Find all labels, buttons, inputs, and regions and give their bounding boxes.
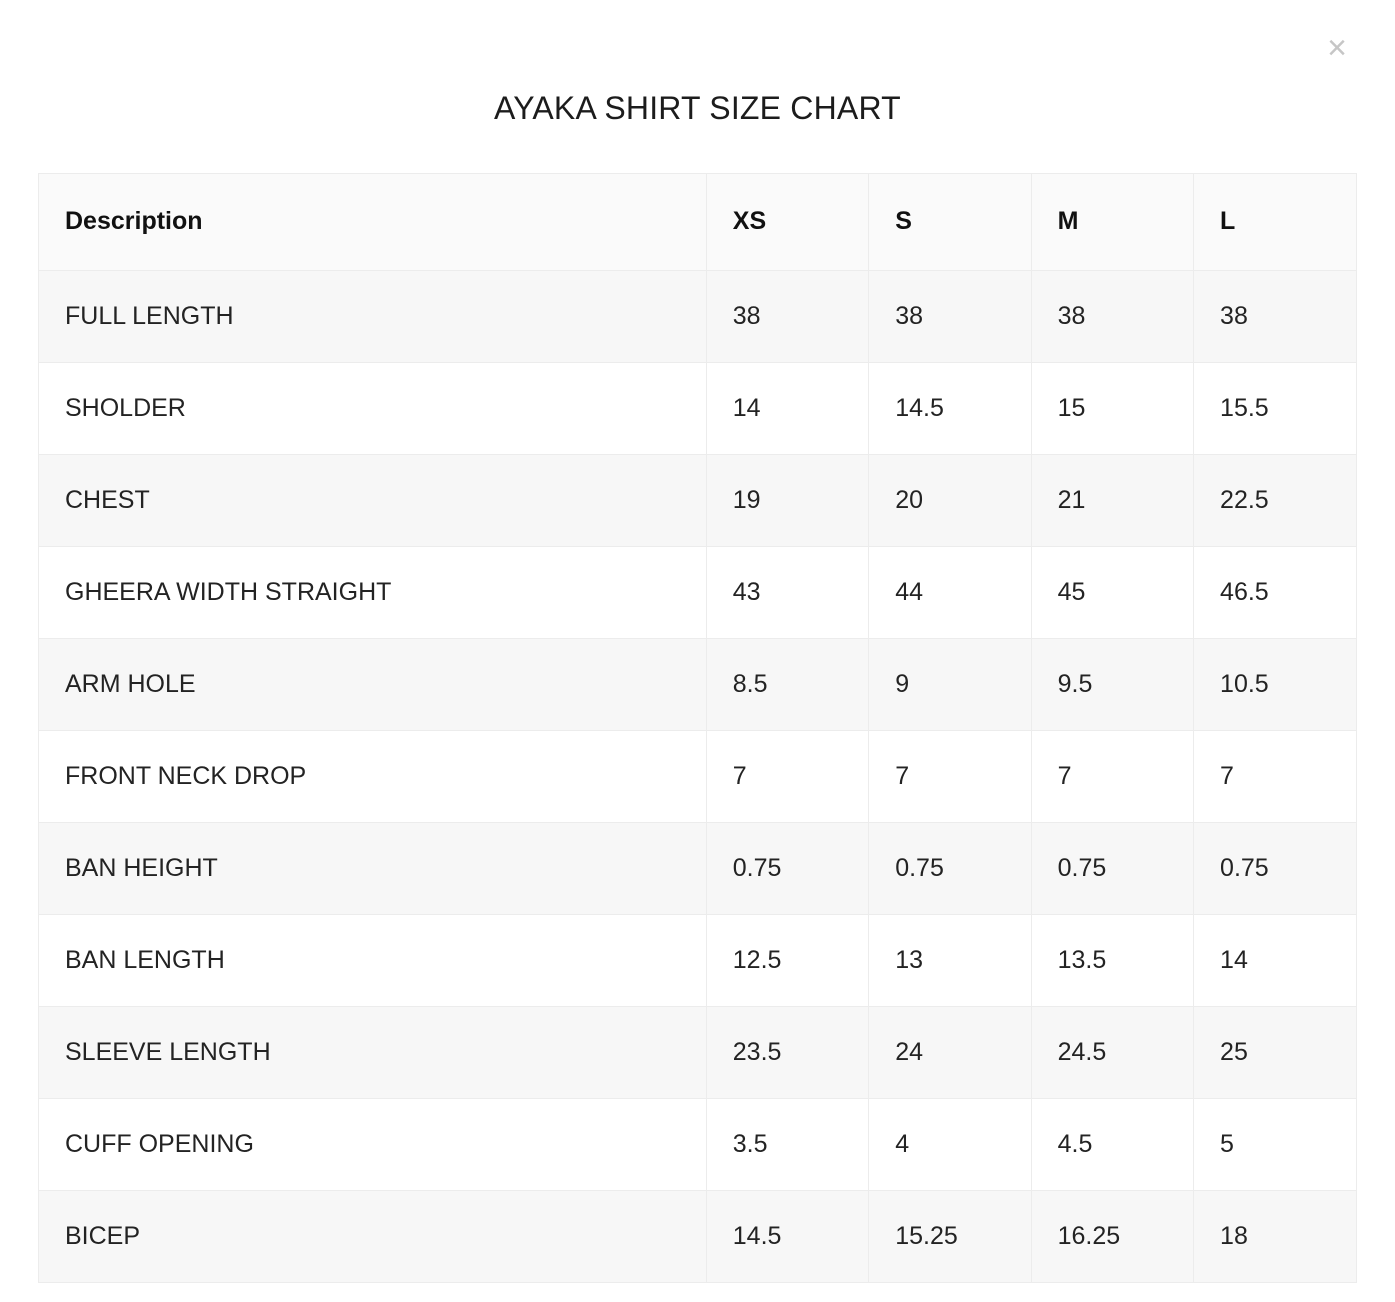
cell-description: BAN HEIGHT [39, 822, 706, 914]
table-header [39, 174, 1356, 270]
cell-xs: 19 [706, 454, 868, 546]
column-header-xs: XS [706, 174, 868, 270]
cell-xs: 14.5 [706, 1190, 868, 1282]
cell-l: 22.5 [1194, 454, 1356, 546]
table-row [39, 1098, 1356, 1190]
cell-s: 13 [869, 914, 1031, 1006]
cell-m: 24.5 [1031, 1006, 1193, 1098]
column-header-description: Description [39, 174, 706, 270]
cell-l: 7 [1194, 730, 1356, 822]
page-title: AYAKA SHIRT SIZE CHART [494, 90, 901, 126]
cell-s: 4 [869, 1098, 1031, 1190]
cell-xs: 14 [706, 362, 868, 454]
cell-l: 38 [1194, 270, 1356, 362]
cell-m: 13.5 [1031, 914, 1193, 1006]
table-row [39, 1190, 1356, 1282]
table-row [39, 362, 1356, 454]
cell-description: BAN LENGTH [39, 914, 706, 1006]
cell-s: 9 [869, 638, 1031, 730]
size-chart-table-wrapper [38, 173, 1357, 1283]
cell-m: 7 [1031, 730, 1193, 822]
table-row [39, 454, 1356, 546]
cell-xs: 38 [706, 270, 868, 362]
table-body [39, 270, 1356, 1282]
cell-description: ARM HOLE [39, 638, 706, 730]
cell-description: GHEERA WIDTH STRAIGHT [39, 546, 706, 638]
cell-l: 0.75 [1194, 822, 1356, 914]
cell-description: FULL LENGTH [39, 270, 706, 362]
cell-l: 46.5 [1194, 546, 1356, 638]
cell-m: 45 [1031, 546, 1193, 638]
column-header-m: M [1031, 174, 1193, 270]
table-row [39, 730, 1356, 822]
cell-m: 38 [1031, 270, 1193, 362]
cell-xs: 7 [706, 730, 868, 822]
cell-l: 25 [1194, 1006, 1356, 1098]
cell-s: 14.5 [869, 362, 1031, 454]
cell-s: 38 [869, 270, 1031, 362]
cell-xs: 12.5 [706, 914, 868, 1006]
cell-s: 15.25 [869, 1190, 1031, 1282]
cell-m: 4.5 [1031, 1098, 1193, 1190]
table-row [39, 1006, 1356, 1098]
table-row [39, 914, 1356, 1006]
cell-l: 5 [1194, 1098, 1356, 1190]
cell-l: 18 [1194, 1190, 1356, 1282]
cell-m: 9.5 [1031, 638, 1193, 730]
close-icon[interactable]: × [1327, 29, 1347, 67]
table-row [39, 638, 1356, 730]
cell-s: 24 [869, 1006, 1031, 1098]
cell-description: CUFF OPENING [39, 1098, 706, 1190]
cell-l: 14 [1194, 914, 1356, 1006]
cell-m: 15 [1031, 362, 1193, 454]
cell-xs: 8.5 [706, 638, 868, 730]
cell-xs: 43 [706, 546, 868, 638]
cell-s: 44 [869, 546, 1031, 638]
cell-m: 0.75 [1031, 822, 1193, 914]
table-header-row [39, 174, 1356, 270]
cell-description: BICEP [39, 1190, 706, 1282]
cell-l: 10.5 [1194, 638, 1356, 730]
cell-description: SLEEVE LENGTH [39, 1006, 706, 1098]
column-header-l: L [1194, 174, 1356, 270]
cell-xs: 23.5 [706, 1006, 868, 1098]
cell-s: 0.75 [869, 822, 1031, 914]
cell-description: FRONT NECK DROP [39, 730, 706, 822]
table-row [39, 546, 1356, 638]
size-chart-table [39, 174, 1356, 1283]
cell-xs: 0.75 [706, 822, 868, 914]
cell-s: 20 [869, 454, 1031, 546]
cell-m: 21 [1031, 454, 1193, 546]
table-row [39, 822, 1356, 914]
table-row [39, 270, 1356, 362]
cell-l: 15.5 [1194, 362, 1356, 454]
column-header-s: S [869, 174, 1031, 270]
cell-s: 7 [869, 730, 1031, 822]
cell-description: CHEST [39, 454, 706, 546]
cell-description: SHOLDER [39, 362, 706, 454]
cell-xs: 3.5 [706, 1098, 868, 1190]
cell-m: 16.25 [1031, 1190, 1193, 1282]
